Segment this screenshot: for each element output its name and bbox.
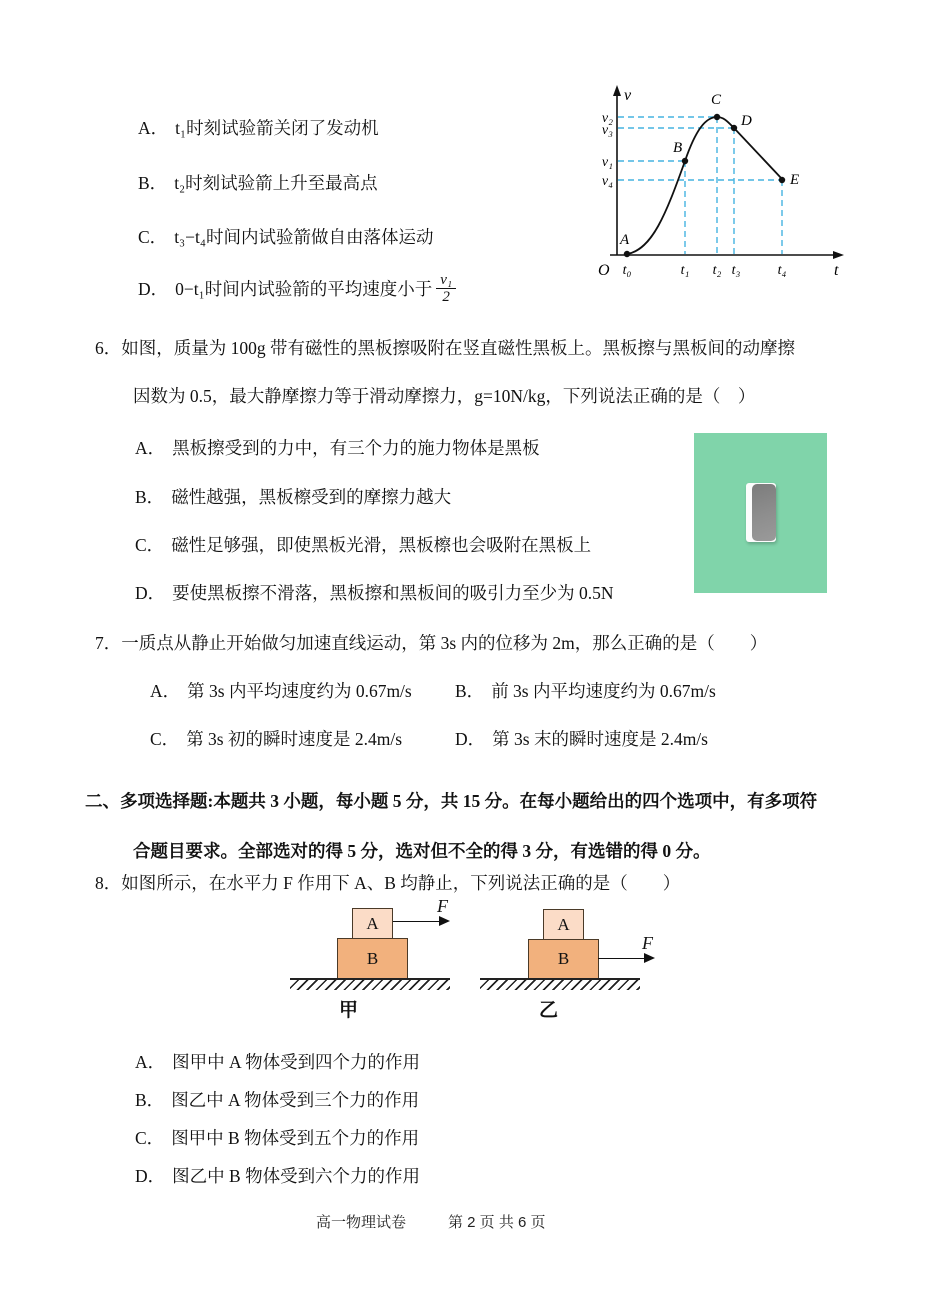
force-arrow-yi xyxy=(598,958,653,959)
block-a-jia: A xyxy=(352,908,393,939)
label-point-c: C xyxy=(711,92,722,108)
q6-option-c xyxy=(135,534,591,556)
fraction-v1-over-2 xyxy=(436,272,456,305)
option-letter: C． xyxy=(135,1128,165,1148)
option-letter: B． xyxy=(135,1090,165,1110)
option-text: 前 3s 内平均速度约为 0.67m/s xyxy=(491,681,716,701)
block-a-yi: A xyxy=(543,909,584,940)
option-letter: B． xyxy=(138,173,168,193)
force-arrow-jia xyxy=(393,921,448,922)
ground-yi xyxy=(480,978,640,990)
ytick-v4: v₄ xyxy=(601,174,613,189)
y-axis-arrowhead xyxy=(613,85,621,96)
q6-stem-line2: 因数为 0.5，最大静摩擦力等于滑动摩擦力，g=10N/kg，下列说法正确的是（ ） xyxy=(133,386,756,406)
xtick-t4: t₄ xyxy=(777,263,787,278)
option-text: 图乙中 B 物体受到六个力的作用 xyxy=(172,1166,421,1186)
option-letter: D． xyxy=(135,583,166,603)
point-a xyxy=(624,251,630,257)
q8-option-c xyxy=(135,1127,419,1149)
q6-option-d xyxy=(135,582,614,604)
point-b xyxy=(682,158,688,164)
option-text: 图甲中 B 物体受到五个力的作用 xyxy=(171,1128,420,1148)
option-letter: D． xyxy=(138,278,169,299)
q6-option-b xyxy=(135,486,451,508)
option-text: t₃−t₄时间内试验箭做自由落体运动 xyxy=(174,227,434,247)
option-letter: A． xyxy=(135,1052,166,1072)
blackboard-figure xyxy=(694,433,827,593)
ground-jia xyxy=(290,978,450,990)
option-text: 第 3s 内平均速度约为 0.67m/s xyxy=(187,681,412,701)
q5-option-c xyxy=(138,226,433,248)
option-letter: C． xyxy=(150,729,180,749)
option-text: 图乙中 A 物体受到三个力的作用 xyxy=(171,1090,420,1110)
block-b-jia: B xyxy=(337,938,408,979)
section2-heading-line1: 二、多项选择题:本题共 3 小题，每小题 5 分，共 15 分。在每小题给出的四个选项中，有多项符 xyxy=(85,791,818,811)
option-letter: B． xyxy=(135,487,165,507)
option-letter: B． xyxy=(455,681,485,701)
vt-graph xyxy=(580,82,880,294)
ytick-v3: v₃ xyxy=(601,123,613,138)
option-text: 要使黑板擦不滑落，黑板擦和黑板间的吸引力至少为 0.5N xyxy=(172,583,614,603)
velocity-curve xyxy=(627,117,782,254)
option-letter: D． xyxy=(455,729,486,749)
section2-heading-line2: 合题目要求。全部选对的得 5 分，选对但不全的得 3 分，有选错的得 0 分。 xyxy=(133,841,711,861)
q8-stem: 8．如图所示，在水平力 F 作用下 A、B 均静止，下列说法正确的是（ ） xyxy=(95,873,681,893)
option-text: 磁性越强，黑板檫受到的摩擦力越大 xyxy=(171,487,452,507)
option-text: 图甲中 A 物体受到四个力的作用 xyxy=(172,1052,421,1072)
footer-doc-title: 高一物理试卷 xyxy=(316,1214,407,1231)
q5-option-b xyxy=(138,172,378,194)
ytick-v2: v₂ xyxy=(601,111,613,126)
xtick-t1: t₁ xyxy=(680,263,690,278)
option-text: 磁性足够强，即使黑板光滑，黑板檫也会吸附在黑板上 xyxy=(171,535,592,555)
force-label-yi: F xyxy=(642,933,653,953)
option-letter: A． xyxy=(150,681,181,701)
option-text: 黑板擦受到的力中，有三个力的施力物体是黑板 xyxy=(172,438,540,458)
xtick-t0: t₀ xyxy=(622,263,632,278)
option-text: t₂时刻试验箭上升至最高点 xyxy=(174,173,378,193)
q8-option-b xyxy=(135,1089,419,1111)
fraction-numerator: v₁ xyxy=(436,272,456,289)
option-letter: C． xyxy=(138,227,168,247)
q7-stem: 7．一质点从静止开始做匀加速直线运动，第 3s 内的位移为 2m，那么正确的是（ ） xyxy=(95,633,768,653)
dashed-guide-lines xyxy=(618,117,782,254)
x-axis-label: t xyxy=(834,262,839,279)
ytick-v1: v₁ xyxy=(601,155,613,170)
point-c xyxy=(714,114,720,120)
point-d xyxy=(731,125,737,131)
label-point-a: A xyxy=(620,232,630,248)
option-text: 第 3s 初的瞬时速度是 2.4m/s xyxy=(186,729,403,749)
q7-option-c xyxy=(150,728,402,750)
block-b-yi: B xyxy=(528,939,599,979)
eraser-face xyxy=(752,484,776,541)
xtick-t2: t₂ xyxy=(712,263,722,278)
q8-option-d xyxy=(135,1165,420,1187)
axes xyxy=(610,90,838,255)
q7-option-b xyxy=(455,680,716,702)
q6-option-a xyxy=(135,437,540,459)
x-axis-arrowhead xyxy=(833,251,844,259)
q5-option-a xyxy=(138,117,379,139)
vt-graph-svg xyxy=(580,82,880,294)
option-letter: A． xyxy=(135,438,166,458)
label-point-e: E xyxy=(790,172,800,188)
force-label-jia: F xyxy=(437,896,448,916)
y-axis-label: v xyxy=(624,87,632,104)
q7-option-d xyxy=(455,728,708,750)
data-points xyxy=(624,114,785,257)
q7-option-a xyxy=(150,680,412,702)
origin-label: O xyxy=(598,262,610,279)
eraser xyxy=(746,483,776,542)
q5-option-d xyxy=(138,272,456,305)
label-point-b: B xyxy=(673,140,683,156)
option-text: 0−t₁时间内试验箭的平均速度小于 xyxy=(175,278,433,299)
q8-option-a xyxy=(135,1051,420,1073)
caption-yi: 乙 xyxy=(539,1000,559,1021)
q6-stem-line1: 6．如图，质量为 100g 带有磁性的黑板擦吸附在竖直磁性黑板上。黑板擦与黑板间的动摩擦 xyxy=(95,338,795,358)
option-letter: C． xyxy=(135,535,165,555)
xtick-t3: t₃ xyxy=(731,263,741,278)
point-e xyxy=(779,177,785,183)
option-text: t₁时刻试验箭关闭了发动机 xyxy=(175,118,379,138)
footer-page-number: 第 2 页 共 6 页 xyxy=(448,1214,546,1231)
option-letter: A． xyxy=(138,118,169,138)
label-point-d: D xyxy=(741,113,752,129)
fraction-denominator: 2 xyxy=(442,289,450,305)
option-letter: D． xyxy=(135,1166,166,1186)
caption-jia: 甲 xyxy=(339,1000,359,1021)
option-text: 第 3s 末的瞬时速度是 2.4m/s xyxy=(492,729,708,749)
